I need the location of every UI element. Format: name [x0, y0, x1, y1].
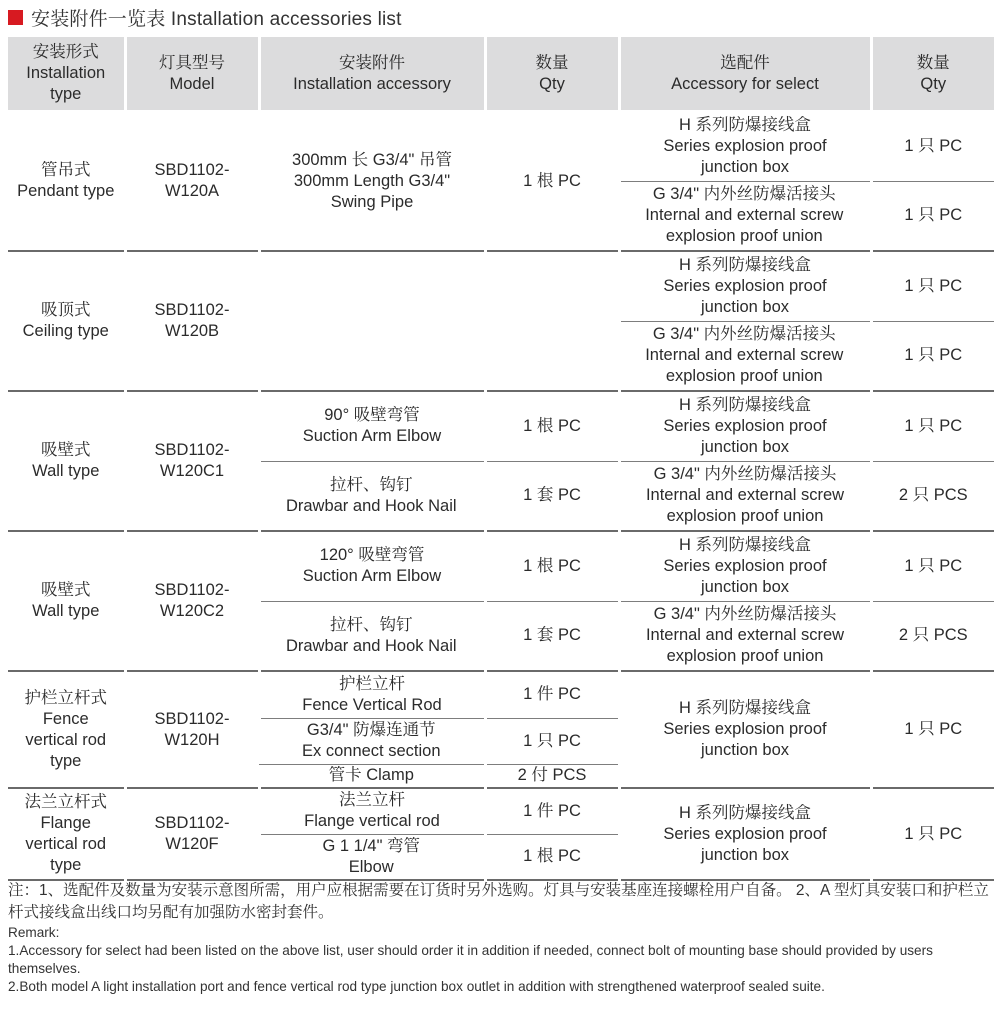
header-model: 灯具型号 Model — [125, 37, 259, 111]
cell-qty: 1 根 PC — [485, 111, 619, 251]
cell-qty: 1 只 PC — [485, 718, 619, 764]
remark-item-2: 2.Both model A light installation port and fence vertical rod type junction box outlet in addition with strengthened waterproof sealed suite. — [8, 979, 825, 994]
cell-accessory: G3/4" 防爆连通节 Ex connect section — [259, 718, 485, 764]
table-header-row — [8, 37, 994, 111]
cell-select: H 系列防爆接线盒 Series explosion proof junction box — [619, 671, 871, 788]
cell-select-qty: 1 只 PC — [871, 788, 994, 880]
cell-installation-type: 吸壁式 Wall type — [8, 391, 125, 531]
table-row — [8, 531, 994, 601]
cell-model: SBD1102- W120F — [125, 788, 259, 880]
table-row — [8, 251, 994, 321]
cell-select-qty: 1 只 PC — [871, 531, 994, 601]
cell-qty: 1 件 PC — [485, 788, 619, 834]
header-select-qty: 数量 Qty — [871, 37, 994, 111]
cell-accessory: 管卡 Clamp — [259, 764, 485, 788]
remark-label: Remark: — [8, 925, 60, 940]
cell-select-qty: 2 只 PCS — [871, 601, 994, 671]
cell-qty: 1 套 PC — [485, 601, 619, 671]
cell-qty: 1 根 PC — [485, 531, 619, 601]
cell-select: H 系列防爆接线盒 Series explosion proof junction box — [619, 111, 871, 181]
cell-select-qty: 1 只 PC — [871, 321, 994, 391]
cell-select: H 系列防爆接线盒 Series explosion proof junction box — [619, 788, 871, 880]
cell-installation-type: 护栏立杆式 Fence vertical rod type — [8, 671, 125, 788]
cell-select-qty: 1 只 PC — [871, 181, 994, 251]
title-bar — [8, 5, 402, 29]
cell-qty: 1 套 PC — [485, 461, 619, 531]
table-row — [8, 391, 994, 461]
cell-qty — [485, 251, 619, 391]
header-accessory-for-select: 选配件 Accessory for select — [619, 37, 871, 111]
table-row — [8, 671, 994, 718]
cell-installation-type: 吸顶式 Ceiling type — [8, 251, 125, 391]
cell-select: G 3/4" 内外丝防爆活接头 Internal and external screw explosion proof union — [619, 601, 871, 671]
notes-section — [8, 880, 996, 996]
header-installation-accessory: 安装附件 Installation accessory — [259, 37, 485, 111]
cell-model: SBD1102- W120H — [125, 671, 259, 788]
cell-qty: 1 件 PC — [485, 671, 619, 718]
cell-qty: 1 根 PC — [485, 834, 619, 880]
cell-installation-type: 法兰立杆式 Flange vertical rod type — [8, 788, 125, 880]
cell-model: SBD1102- W120C1 — [125, 391, 259, 531]
notes-chinese: 注：1、选配件及数量为安装示意图所需，用户应根据需要在订货时另外选购。灯具与安装基座连接螺栓用户自备。 2、A 型灯具安装口和护栏立杆式接线盒出线口均另配有加强防水密封套件。 — [8, 882, 989, 921]
cell-select: G 3/4" 内外丝防爆活接头 Internal and external screw explosion proof union — [619, 461, 871, 531]
header-qty: 数量 Qty — [485, 37, 619, 111]
cell-qty: 1 根 PC — [485, 391, 619, 461]
cell-accessory: 120° 吸壁弯管 Suction Arm Elbow — [259, 531, 485, 601]
cell-select: G 3/4" 内外丝防爆活接头 Internal and external screw explosion proof union — [619, 321, 871, 391]
cell-accessory — [259, 251, 485, 391]
table-row — [8, 788, 994, 834]
cell-model: SBD1102- W120A — [125, 111, 259, 251]
cell-select: H 系列防爆接线盒 Series explosion proof junction box — [619, 391, 871, 461]
cell-select: H 系列防爆接线盒 Series explosion proof junction box — [619, 531, 871, 601]
page-title: 安装附件一览表 Installation accessories list — [31, 8, 402, 30]
cell-select-qty: 1 只 PC — [871, 251, 994, 321]
accessories-table — [8, 37, 994, 881]
cell-installation-type: 管吊式 Pendant type — [8, 111, 125, 251]
cell-accessory: 护栏立杆 Fence Vertical Rod — [259, 671, 485, 718]
cell-select-qty: 1 只 PC — [871, 391, 994, 461]
cell-accessory: 90° 吸壁弯管 Suction Arm Elbow — [259, 391, 485, 461]
cell-accessory: 300mm 长 G3/4" 吊管 300mm Length G3/4" Swing Pipe — [259, 111, 485, 251]
cell-select-qty: 1 只 PC — [871, 671, 994, 788]
remark-item-1: 1.Accessory for select had been listed on the above list, user should order it in addition if needed, connect bolt of mounting base should provided by users themselves. — [8, 943, 933, 976]
title-marker-square — [8, 10, 23, 25]
cell-accessory: 法兰立杆 Flange vertical rod — [259, 788, 485, 834]
cell-select-qty: 2 只 PCS — [871, 461, 994, 531]
cell-accessory: 拉杆、钩钉 Drawbar and Hook Nail — [259, 461, 485, 531]
table-row — [8, 111, 994, 181]
cell-model: SBD1102- W120C2 — [125, 531, 259, 671]
cell-qty: 2 付 PCS — [485, 764, 619, 788]
cell-select: G 3/4" 内外丝防爆活接头 Internal and external screw explosion proof union — [619, 181, 871, 251]
cell-accessory: 拉杆、钩钉 Drawbar and Hook Nail — [259, 601, 485, 671]
cell-model: SBD1102- W120B — [125, 251, 259, 391]
cell-select-qty: 1 只 PC — [871, 111, 994, 181]
cell-installation-type: 吸壁式 Wall type — [8, 531, 125, 671]
header-installation-type: 安装形式 Installation type — [8, 37, 125, 111]
cell-select: H 系列防爆接线盒 Series explosion proof junction box — [619, 251, 871, 321]
cell-accessory: G 1 1/4" 弯管 Elbow — [259, 834, 485, 880]
